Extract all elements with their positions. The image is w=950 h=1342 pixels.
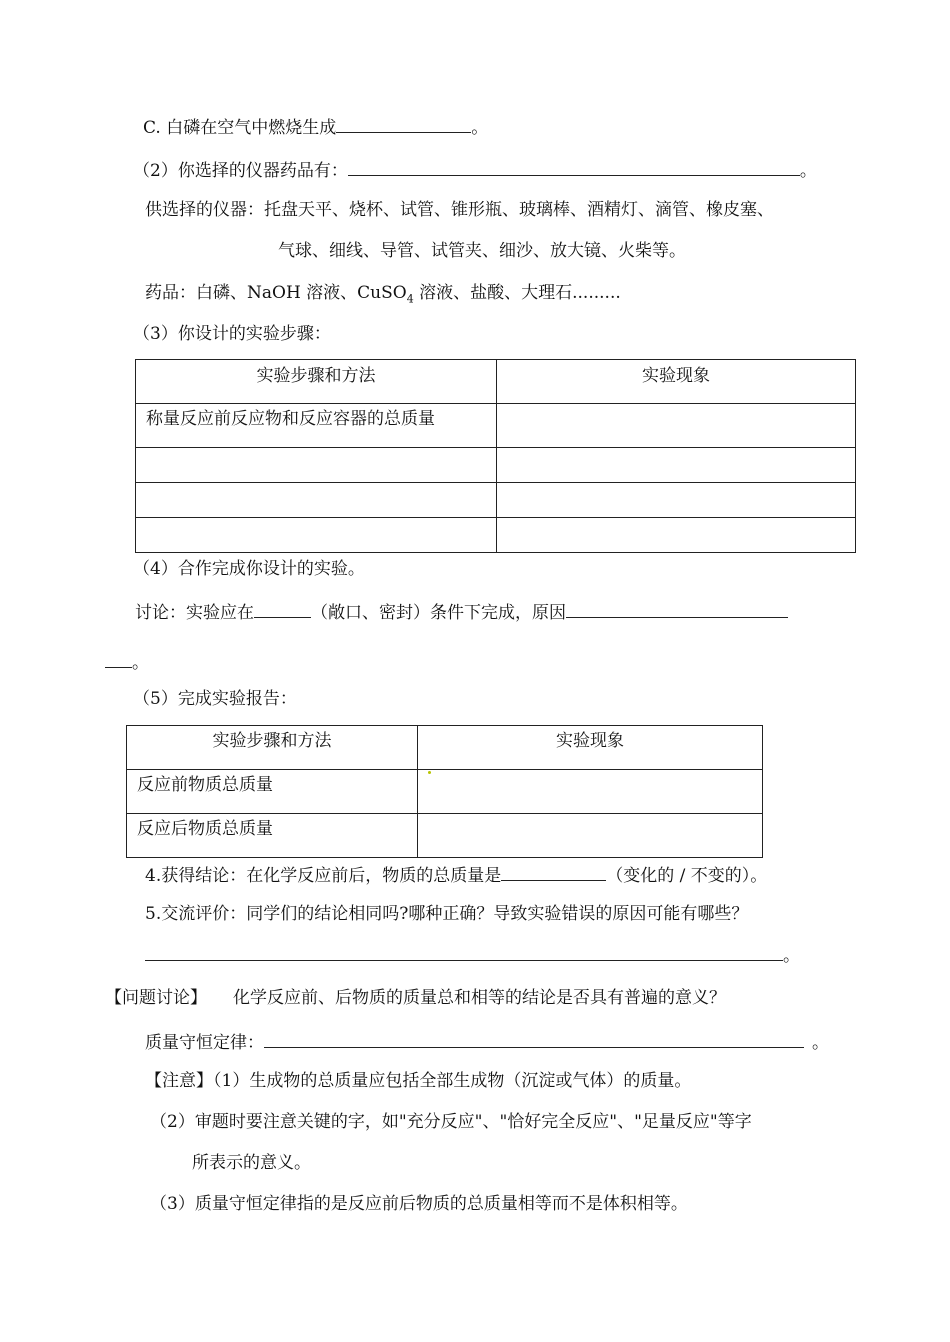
conclusion-blank[interactable] <box>501 865 606 881</box>
instruments-line-2: 气球、细线、导管、试管夹、细沙、放大镜、火柴等。 <box>278 241 686 261</box>
question-3: （3）你设计的实验步骤： <box>133 324 331 344</box>
steps-table <box>135 359 856 553</box>
problem-text: 化学反应前、后物质的质量总和相等的结论是否具有普遍的意义？ <box>233 988 726 1008</box>
problem-tag: 【问题讨论】 <box>105 988 207 1008</box>
discussion-blank-2[interactable] <box>566 602 788 618</box>
problem-line <box>105 990 726 1007</box>
conclusion-line <box>145 865 767 885</box>
discussion-blank-3[interactable] <box>105 652 132 668</box>
steps-table-cell[interactable] <box>136 483 497 518</box>
instruments-line-1: 供选择的仪器：托盘天平、烧杯、试管、锥形瓶、玻璃棒、酒精灯、滴管、橡皮塞、 <box>145 200 774 220</box>
report-table-cell[interactable] <box>418 770 763 814</box>
steps-table-cell[interactable] <box>497 518 856 553</box>
note-2: （2）审题时要注意关键的字，如"充分反应"、"恰好完全反应"、"足量反应"等字 <box>150 1112 752 1132</box>
line-c-text: C. 白磷在空气中燃烧生成 <box>143 118 337 138</box>
steps-table-header-phenomenon: 实验现象 <box>497 360 856 404</box>
question-2-blank[interactable] <box>348 160 800 176</box>
law-line <box>145 1032 829 1052</box>
line-c-end: 。 <box>471 118 489 138</box>
question-5: （5）完成实验报告： <box>133 689 297 709</box>
drugs-line <box>145 285 621 304</box>
steps-table-cell[interactable] <box>497 404 856 448</box>
steps-table-header-method: 实验步骤和方法 <box>136 360 497 404</box>
conclusion-text: 4.获得结论：在化学反应前后，物质的总质量是 <box>145 866 502 886</box>
law-text: 质量守恒定律： <box>145 1033 264 1053</box>
law-blank[interactable] <box>264 1032 804 1048</box>
line-c-blank[interactable] <box>336 117 471 133</box>
report-table <box>126 725 763 858</box>
law-end: 。 <box>812 1033 829 1053</box>
steps-table-cell[interactable] <box>136 518 497 553</box>
evaluation-answer-line <box>145 945 800 965</box>
discussion-text-1: 讨论：实验应在 <box>135 603 254 623</box>
steps-table-cell[interactable] <box>497 483 856 518</box>
table-row <box>127 814 763 858</box>
note-2-continued: 所表示的意义。 <box>192 1153 311 1173</box>
table-row <box>136 404 856 448</box>
table-row <box>136 448 856 483</box>
question-4: （4）合作完成你设计的实验。 <box>133 559 365 579</box>
report-table-cell: 反应后物质总质量 <box>127 814 418 858</box>
discussion-line-2 <box>105 652 149 672</box>
table-row <box>127 770 763 814</box>
stray-mark <box>428 771 431 774</box>
drugs-suffix: 溶液、盐酸、大理石......... <box>413 283 621 303</box>
steps-table-cell[interactable] <box>497 448 856 483</box>
question-2 <box>133 160 817 180</box>
note-1: 【注意】（1）生成物的总质量应包括全部生成物（沉淀或气体）的质量。 <box>145 1071 692 1091</box>
note-3: （3）质量守恒定律指的是反应前后物质的总质量相等而不是体积相等。 <box>150 1194 688 1214</box>
steps-table-cell[interactable] <box>136 448 497 483</box>
discussion-line <box>135 602 788 622</box>
drugs-prefix: 药品：白磷、NaOH 溶液、CuSO <box>145 283 407 303</box>
discussion-text-2: （敞口、密封）条件下完成，原因 <box>311 603 566 623</box>
evaluation-line: 5.交流评价：同学们的结论相同吗?哪种正确？导致实验错误的原因可能有哪些？ <box>145 904 749 924</box>
report-table-header-method: 实验步骤和方法 <box>127 726 418 770</box>
evaluation-end: 。 <box>783 946 800 966</box>
question-2-end: 。 <box>799 161 817 181</box>
report-table-cell[interactable] <box>418 814 763 858</box>
table-row <box>136 483 856 518</box>
steps-table-cell: 称量反应前反应物和反应容器的总质量 <box>136 404 497 448</box>
steps-table-header <box>136 360 856 404</box>
conclusion-end: （变化的 / 不变的）。 <box>606 866 768 886</box>
question-2-text: （2）你选择的仪器药品有： <box>133 161 348 181</box>
evaluation-blank[interactable] <box>145 945 783 961</box>
line-c <box>143 117 488 137</box>
drugs-subscript: 4 <box>406 292 414 306</box>
report-table-cell: 反应前物质总质量 <box>127 770 418 814</box>
table-row <box>136 518 856 553</box>
discussion-end: 。 <box>132 653 149 673</box>
discussion-blank-1[interactable] <box>254 602 311 618</box>
report-table-header-phenomenon: 实验现象 <box>418 726 763 770</box>
report-table-header <box>127 726 763 770</box>
